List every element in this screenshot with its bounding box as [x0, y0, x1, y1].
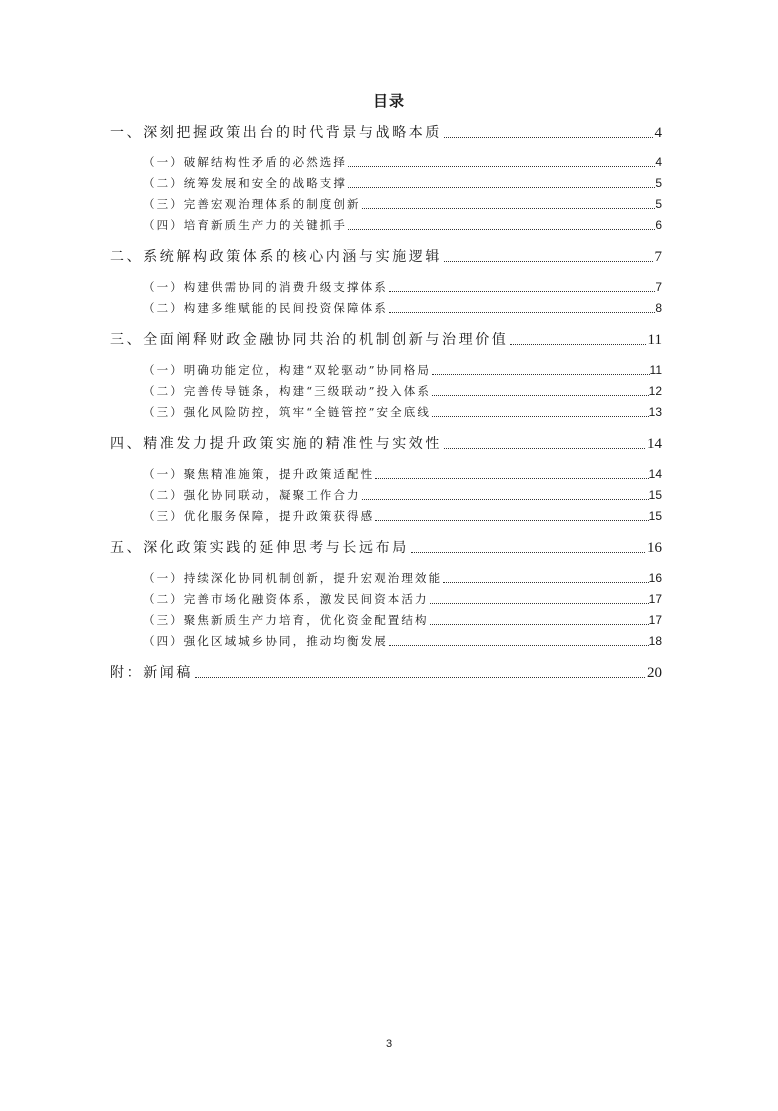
- dot-leader: [510, 343, 645, 345]
- dot-leader: [195, 676, 645, 678]
- toc-entry-page: 5: [655, 176, 662, 190]
- toc-entry-page: 4: [654, 125, 662, 141]
- toc-subsection-entry[interactable]: [143, 508, 662, 524]
- toc-entry-label: （二）完善市场化融资体系，激发民间资本活力: [143, 592, 429, 606]
- toc-entry-label: （二）构建多维赋能的民间投资保障体系: [143, 301, 388, 315]
- toc-entry-page: 7: [655, 280, 662, 294]
- toc-section-entry[interactable]: [110, 537, 662, 557]
- toc-entry-label: 附：新闻稿: [110, 665, 193, 681]
- toc-subsection-entry[interactable]: [143, 591, 662, 607]
- toc-entry-label: （一）聚焦精准施策，提升政策适配性: [143, 467, 375, 481]
- toc-subsection-entry[interactable]: [143, 196, 662, 212]
- toc-entry-page: 16: [647, 540, 662, 556]
- toc-entry-label: （一）破解结构性矛盾的必然选择: [143, 155, 347, 169]
- toc-entry-page: 8: [655, 301, 662, 315]
- dot-leader: [411, 551, 645, 553]
- toc-subsection-entry[interactable]: [143, 217, 662, 233]
- dot-leader: [444, 447, 645, 449]
- dot-leader: [375, 519, 648, 521]
- dot-leader: [432, 394, 649, 396]
- page-number: 3: [385, 1038, 393, 1050]
- toc-entry-page: 16: [648, 571, 662, 585]
- toc-entry-label: 二、系统解构政策体系的核心内涵与实施逻辑: [110, 249, 442, 265]
- toc-title: 目录: [372, 92, 405, 110]
- toc-entry-label: （四）培育新质生产力的关键抓手: [143, 218, 347, 232]
- toc-entry-label: （二）统筹发展和安全的战略支撑: [143, 176, 347, 190]
- toc-entry-label: 五、深化政策实践的延伸思考与长远布局: [110, 540, 409, 556]
- dot-leader: [432, 415, 649, 417]
- toc-subsection-entry[interactable]: [143, 570, 662, 586]
- toc-subsection-entry[interactable]: [143, 300, 662, 316]
- toc-entry-label: （三）强化风险防控，筑牢“全链管控”安全底线: [143, 405, 431, 419]
- dot-leader: [362, 207, 656, 209]
- toc-subsection-entry[interactable]: [143, 383, 662, 399]
- dot-leader: [362, 498, 649, 500]
- toc-entry-page: 11: [649, 363, 662, 377]
- dot-leader: [348, 165, 655, 167]
- toc-entry-page: 15: [648, 488, 662, 502]
- toc-section-entry[interactable]: [110, 662, 662, 682]
- toc-subsection-entry[interactable]: [143, 154, 662, 170]
- dot-leader: [348, 186, 655, 188]
- toc-subsection-entry[interactable]: [143, 404, 662, 420]
- dot-leader: [389, 290, 656, 292]
- toc-section-entry[interactable]: [110, 246, 662, 266]
- toc-entry-page: 4: [655, 155, 662, 169]
- toc-entry-label: （四）强化区域城乡协同，推动均衡发展: [143, 634, 388, 648]
- toc-entry-page: 17: [648, 592, 662, 606]
- toc-entry-label: （三）完善宏观治理体系的制度创新: [143, 197, 361, 211]
- dot-leader: [444, 136, 653, 138]
- toc-entry-page: 11: [647, 332, 662, 348]
- dot-leader: [444, 260, 653, 262]
- toc-entry-label: （二）强化协同联动，凝聚工作合力: [143, 488, 361, 502]
- toc-entry-page: 18: [648, 634, 662, 648]
- toc-entry-label: （三）聚焦新质生产力培育，优化资金配置结构: [143, 613, 429, 627]
- toc-subsection-entry[interactable]: [143, 633, 662, 649]
- toc-subsection-entry[interactable]: [143, 487, 662, 503]
- toc-entry-label: （一）持续深化协同机制创新，提升宏观治理效能: [143, 571, 443, 585]
- toc-entry-page: 14: [647, 436, 662, 452]
- toc-entry-label: （三）优化服务保障，提升政策获得感: [143, 509, 375, 523]
- toc-section-entry[interactable]: [110, 122, 662, 142]
- dot-leader: [375, 477, 648, 479]
- toc-entry-page: 13: [648, 405, 662, 419]
- dot-leader: [389, 644, 649, 646]
- dot-leader: [430, 602, 649, 604]
- toc-entry-label: （一）明确功能定位，构建“双轮驱动”协同格局: [143, 363, 431, 377]
- dot-leader: [430, 623, 649, 625]
- toc-entry-label: 三、全面阐释财政金融协同共治的机制创新与治理价值: [110, 332, 509, 348]
- toc-section-entry[interactable]: [110, 329, 662, 349]
- toc-entry-page: 12: [648, 384, 662, 398]
- toc-entry-label: （二）完善传导链条，构建“三级联动”投入体系: [143, 384, 431, 398]
- toc-subsection-entry[interactable]: [143, 362, 662, 378]
- dot-leader: [443, 581, 648, 583]
- toc-entry-label: （一）构建供需协同的消费升级支撑体系: [143, 280, 388, 294]
- toc-subsection-entry[interactable]: [143, 466, 662, 482]
- dot-leader: [389, 311, 656, 313]
- toc-section-entry[interactable]: [110, 433, 662, 453]
- toc-entry-page: 5: [655, 197, 662, 211]
- dot-leader: [432, 373, 650, 375]
- toc-entry-label: 一、深刻把握政策出台的时代背景与战略本质: [110, 125, 442, 141]
- toc-entry-page: 7: [654, 249, 662, 265]
- toc-subsection-entry[interactable]: [143, 612, 662, 628]
- toc-entry-page: 14: [648, 467, 662, 481]
- toc-entry-page: 17: [648, 613, 662, 627]
- toc-subsection-entry[interactable]: [143, 175, 662, 191]
- toc-entry-page: 6: [655, 218, 662, 232]
- dot-leader: [348, 228, 655, 230]
- toc-subsection-entry[interactable]: [143, 279, 662, 295]
- toc-entry-page: 15: [648, 509, 662, 523]
- toc-entry-label: 四、精准发力提升政策实施的精准性与实效性: [110, 436, 442, 452]
- toc-entry-page: 20: [647, 665, 662, 681]
